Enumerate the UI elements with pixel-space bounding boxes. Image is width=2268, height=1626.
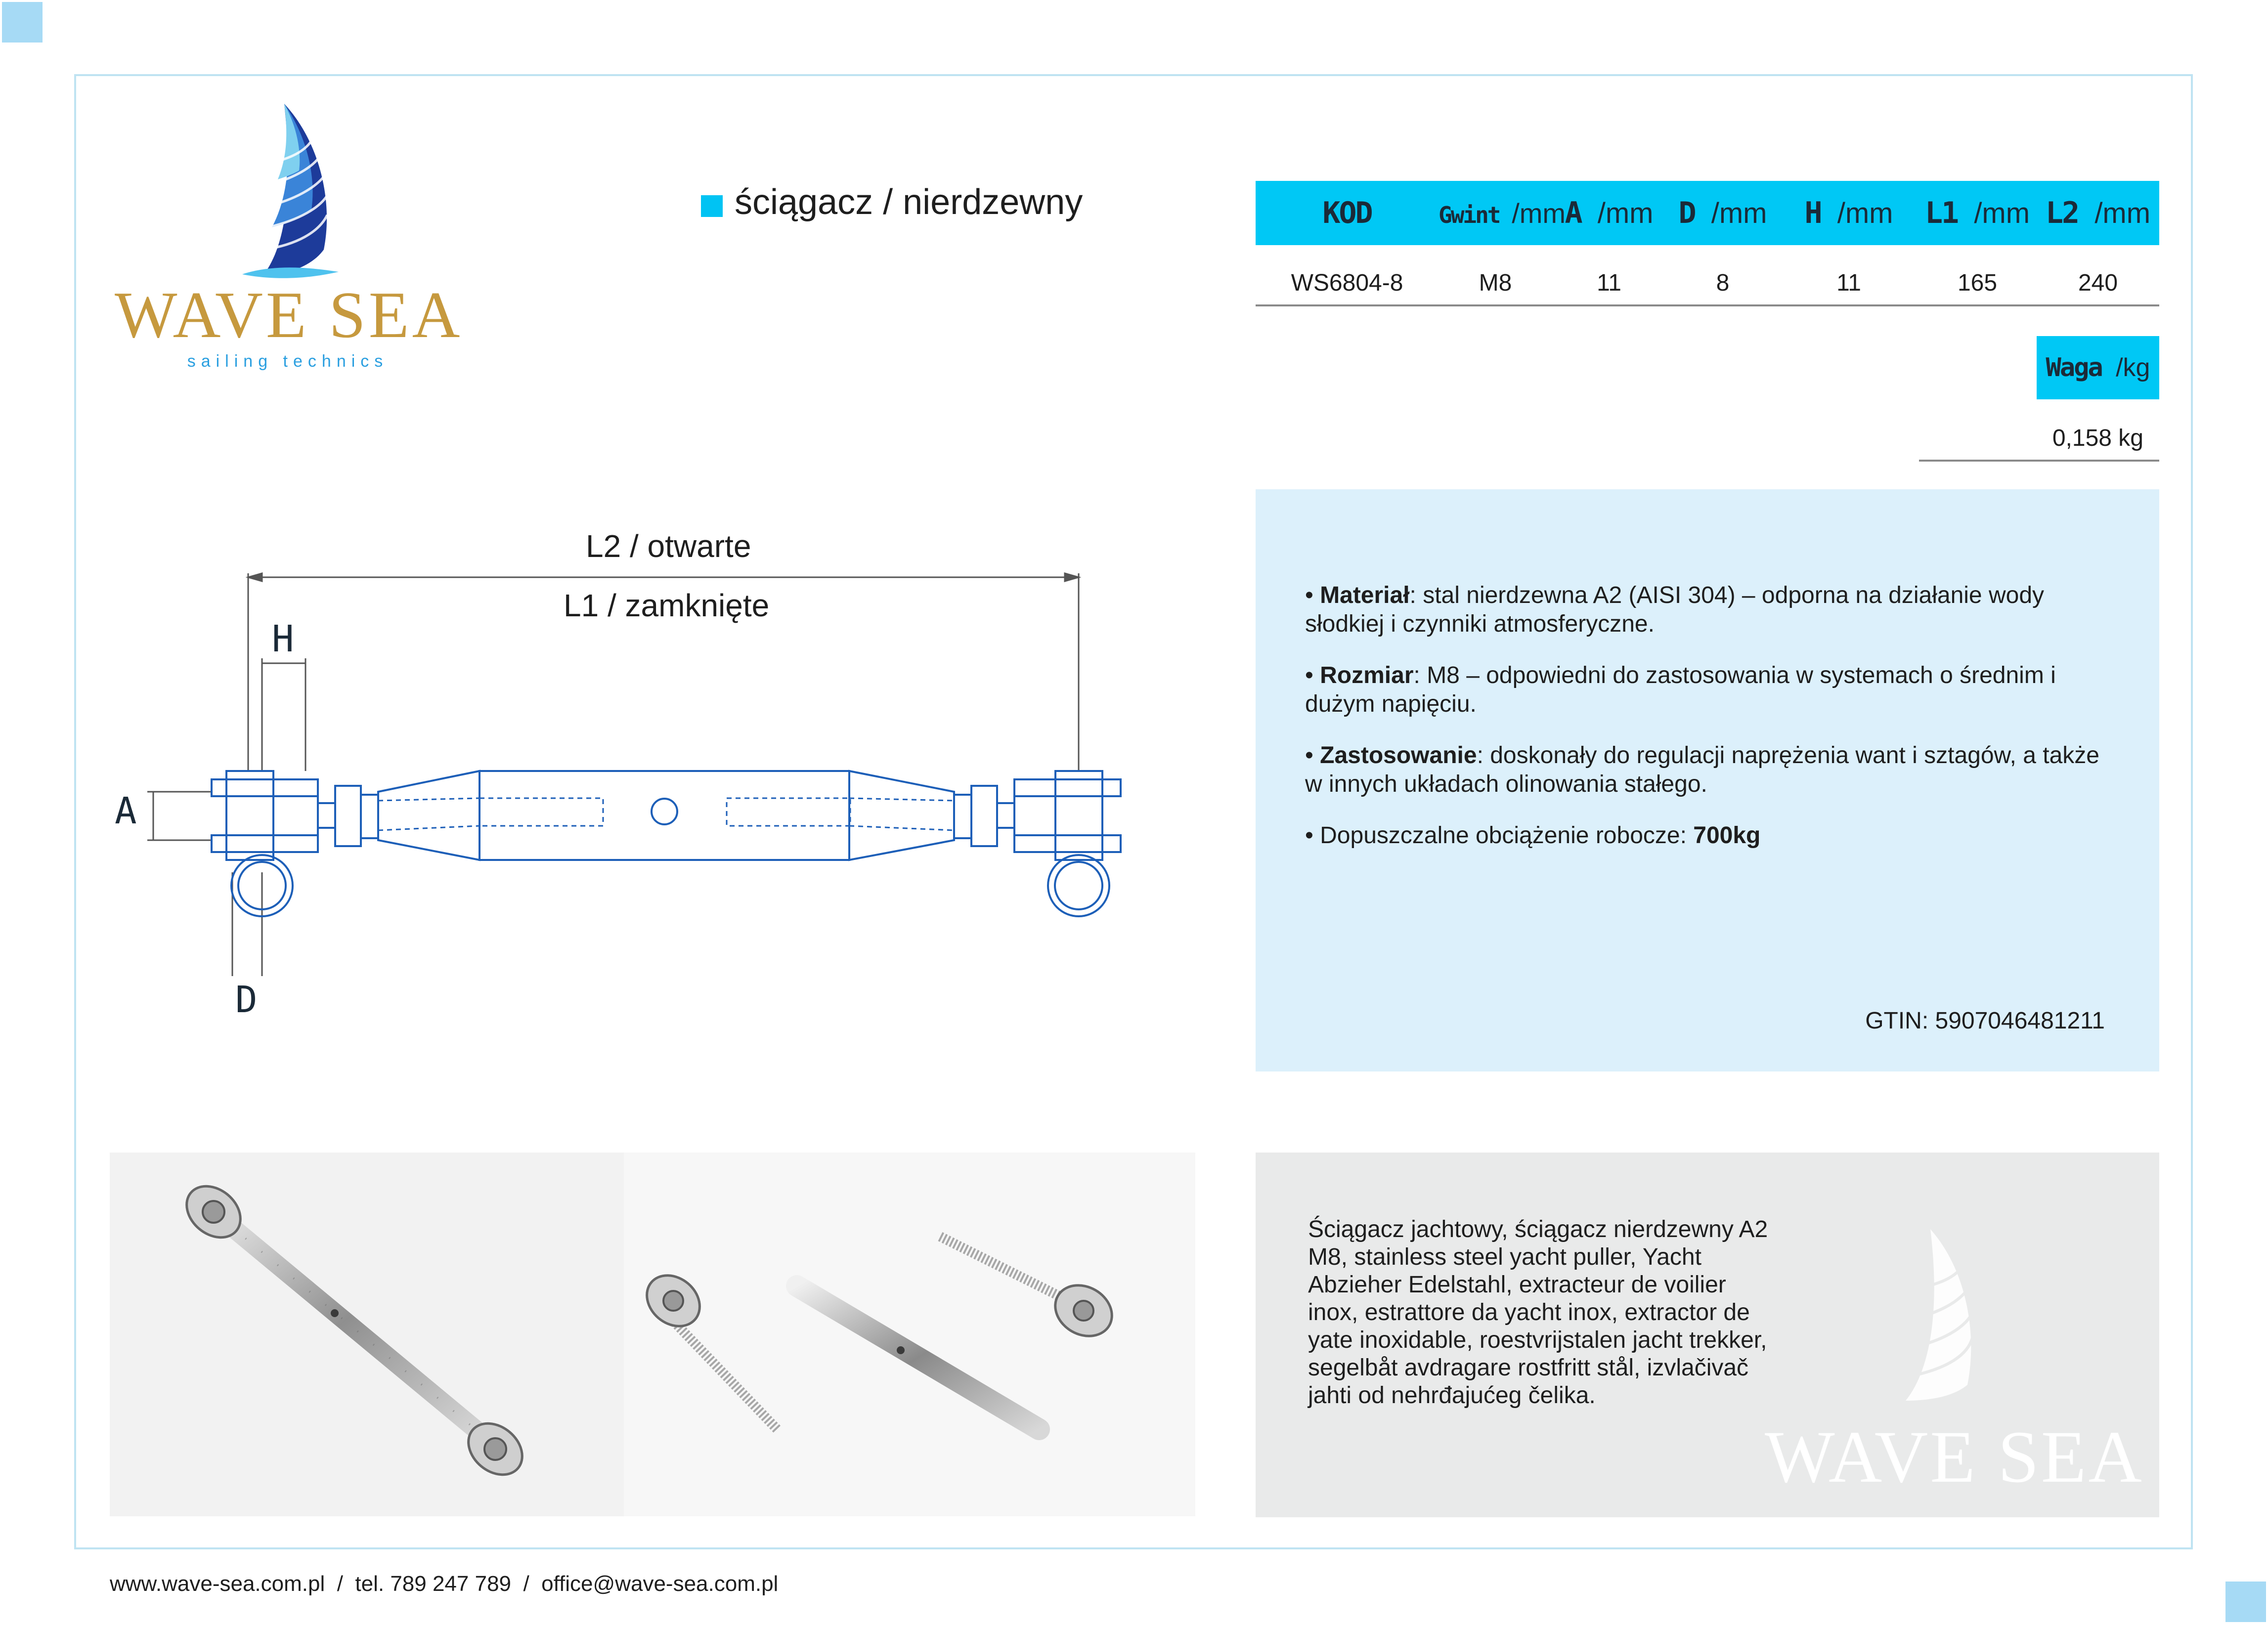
- spec-table-header: [1256, 181, 2159, 245]
- footer-contact: [110, 1572, 778, 1596]
- turnbuckle-drawing: [114, 563, 1167, 1008]
- corner-square-bottom-right: [2225, 1582, 2266, 1622]
- weight-header-label: Waga /kg: [2046, 353, 2150, 383]
- header-h: H /mm: [1804, 196, 1893, 230]
- header-d: D /mm: [1678, 196, 1767, 230]
- brand-name: WAVE SEA: [115, 278, 463, 351]
- weight-value: 0,158 kg: [1919, 416, 2159, 462]
- cell-h: 11: [1836, 269, 1861, 296]
- label-d: D: [235, 979, 258, 1021]
- product-photo-assembled: [110, 1153, 624, 1516]
- cell-l2: 240: [2078, 269, 2118, 296]
- feature-size: • Rozmiar: M8 – odpowiedni do zastosowania w systemach o średnim i dużym napięciu.: [1305, 662, 2056, 717]
- feature-usage: • Zastosowanie: doskonały do regulacji naprężenia want i sztagów, a także w innych układach olinowania stałego.: [1305, 742, 2099, 797]
- label-h: H: [272, 618, 294, 660]
- header-l1: L1 /mm: [1924, 196, 2030, 230]
- cell-kod: WS6804-8: [1291, 269, 1403, 296]
- watermark-sail-icon: [1888, 1227, 1987, 1405]
- header-l2: L2 /mm: [2045, 196, 2151, 230]
- title-marker: [701, 195, 723, 217]
- cell-gwint: M8: [1479, 269, 1512, 296]
- spec-table: [1256, 181, 2159, 306]
- gtin-code: GTIN: 5907046481211: [1865, 1008, 2105, 1034]
- label-l1: L1 / zamknięte: [564, 588, 770, 623]
- page-title: ściągacz / nierdzewny: [735, 182, 1083, 222]
- label-l2: L2 / otwarte: [586, 528, 751, 564]
- sail-logo-icon: [232, 101, 346, 284]
- label-a: A: [115, 790, 137, 832]
- product-photo-disassembled: [624, 1153, 1195, 1516]
- product-description: Ściągacz jachtowy, ściągacz nierdzewny A2 M8, stainless steel yacht puller, Yacht Abzieher Edelstahl, extracteur de voilier inox, estrattore da yacht inox, extractor de yate inoxidable, roestvrijstalen jacht trekker, segelbåt avdragare rostfritt stål, izvlačivač jahti od nehrđajućeg čelika.: [1308, 1216, 1768, 1409]
- description-panel: [1256, 1153, 2159, 1517]
- features-panel: [1256, 489, 2159, 1071]
- cell-a: 11: [1597, 269, 1621, 296]
- feature-load: • Dopuszczalne obciążenie robocze: 700kg: [1305, 822, 1761, 849]
- watermark-brand: WAVE SEA: [1765, 1416, 2144, 1498]
- header-a: A /mm: [1565, 196, 1654, 230]
- footer-website[interactable]: www.wave-sea.com.pl: [110, 1572, 325, 1596]
- footer-phone[interactable]: tel. 789 247 789: [355, 1572, 512, 1596]
- brand-tagline: sailing technics: [187, 352, 389, 371]
- header-gwint: Gwint /mm: [1439, 197, 1566, 229]
- cell-l1: 165: [1957, 269, 1998, 296]
- footer-email[interactable]: office@wave-sea.com.pl: [541, 1572, 779, 1596]
- footer-separator: /: [337, 1572, 343, 1596]
- cell-d: 8: [1716, 269, 1730, 296]
- footer-separator: /: [523, 1572, 529, 1596]
- feature-material: • Materiał: stal nierdzewna A2 (AISI 304) – odporna na działanie wody słodkiej i czynniki atmosferyczne.: [1305, 582, 2045, 637]
- header-kod: KOD: [1322, 196, 1372, 230]
- corner-square-top-left: [2, 2, 43, 43]
- table-row: [1256, 261, 2159, 306]
- weight-header: [2037, 336, 2159, 399]
